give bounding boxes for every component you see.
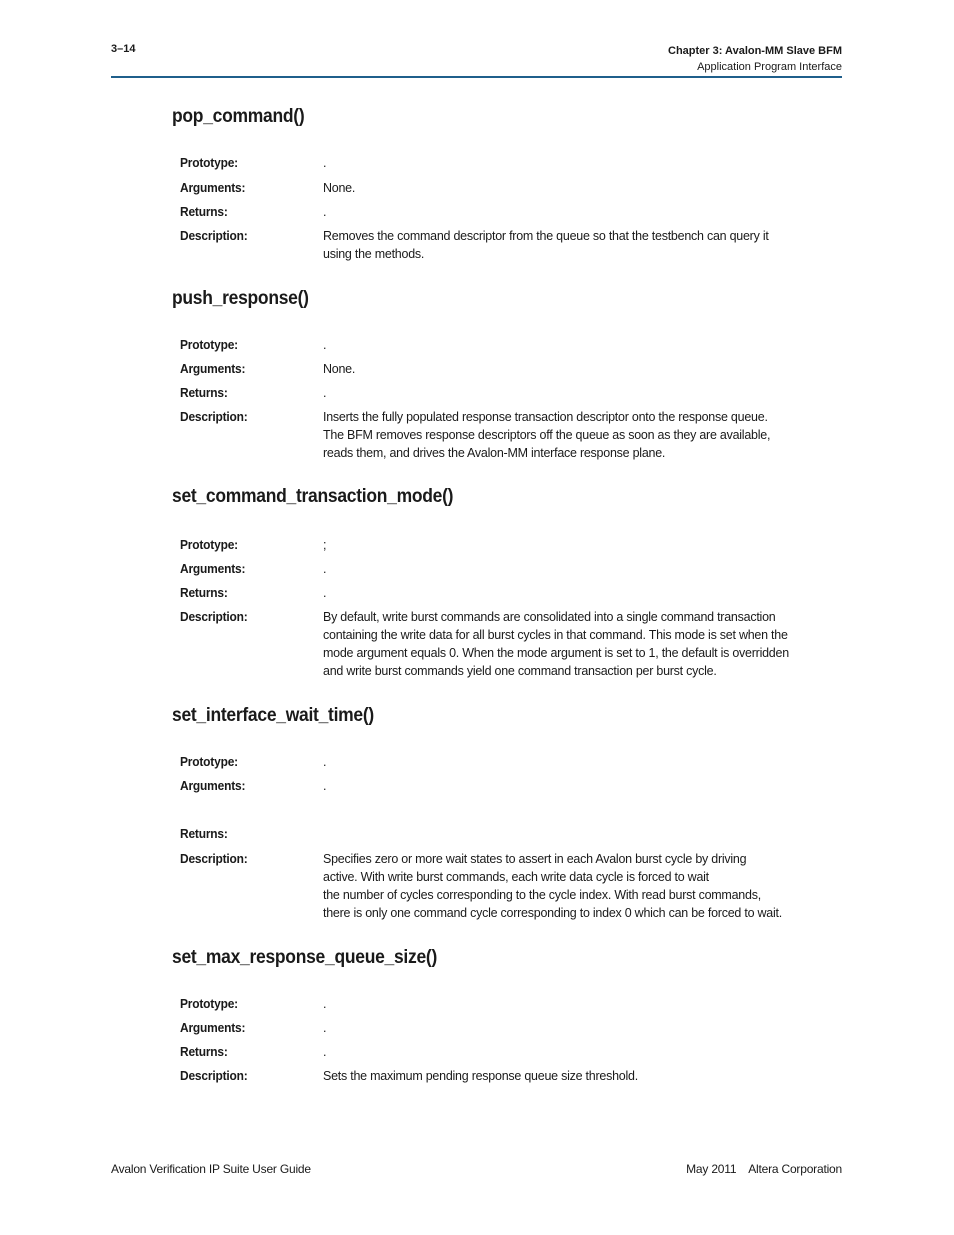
row-value: . [323,561,327,576]
row-value: . [323,996,327,1011]
section-heading: pop_command() [172,106,305,127]
row-label: Arguments: [180,361,246,376]
row-label: Description: [180,609,248,624]
row-value: . [323,204,327,219]
row-label: Arguments: [180,180,246,195]
row-value: . [323,1020,327,1035]
row-label: Prototype: [180,155,238,170]
row-value: None. [323,361,356,376]
row-label: Prototype: [180,337,238,352]
row-label: Description: [180,851,248,866]
row-label: Prototype: [180,996,238,1011]
row-value: Specifies zero or more wait states to assert in each Avalon burst cycle by driving active. With write burst commands, each write data cycle is forced to wait the number of cycles corresponding to the cycle index. With read burst commands, there is only one command cycle corresponding to index 0 which can be forced to wait. [323,851,782,920]
section-heading: set_max_response_queue_size() [172,947,438,968]
api-section-set-command-transaction-mode [172,486,842,678]
chapter-title: Chapter 3: Avalon-MM Slave BFM [668,45,842,57]
row-label: Returns: [180,1044,228,1059]
row-label: Arguments: [180,1020,246,1035]
row-label: Arguments: [180,778,246,793]
row-label: Description: [180,1068,248,1083]
row-value: None. [323,180,356,195]
row-value: Sets the maximum pending response queue size threshold. [323,1068,638,1083]
section-heading: push_response() [172,288,309,309]
row-label: Prototype: [180,537,238,552]
row-value: . [323,1044,327,1059]
row-label: Returns: [180,826,228,841]
row-value: . [323,155,327,170]
row-value: By default, write burst commands are consolidated into a single command transaction containing the write data for all burst cycles in that command. This mode is set when the mode argument equals 0. When the mode argument is set to 1, the default is overridden and write burst commands yield one command transaction per burst cycle. [323,609,789,678]
row-value: . [323,337,327,352]
section-heading: set_interface_wait_time() [172,705,374,726]
row-value: . [323,385,327,400]
api-section-pop-command [172,106,842,261]
row-label: Returns: [180,204,228,219]
footer-doc-title: Avalon Verification IP Suite User Guide [111,1162,311,1176]
row-value: ; [323,537,327,552]
api-section-set-max-response-queue-size [172,947,842,1083]
row-label: Returns: [180,385,228,400]
row-value: . [323,754,327,769]
api-section-push-response [172,288,842,460]
page-number: 3–14 [111,43,136,55]
running-header [668,43,842,75]
row-label: Description: [180,409,248,424]
row-label: Description: [180,228,248,243]
row-label: Prototype: [180,754,238,769]
section-title: Application Program Interface [697,61,842,73]
row-label: Returns: [180,585,228,600]
row-value: Inserts the fully populated response transaction descriptor onto the response queue. The BFM removes response descriptors off the queue as soon as they are available, reads them, and drives the Avalon-MM interface response plane. [323,409,771,460]
section-heading: set_command_transaction_mode() [172,486,454,507]
row-value: . [323,585,327,600]
footer-date-company: May 2011 Altera Corporation [686,1162,842,1176]
row-label: Arguments: [180,561,246,576]
header-rule [111,76,842,78]
api-section-set-interface-wait-time [172,705,842,920]
row-value: . [323,778,327,793]
row-value: Removes the command descriptor from the queue so that the testbench can query it using the methods. [323,228,769,261]
